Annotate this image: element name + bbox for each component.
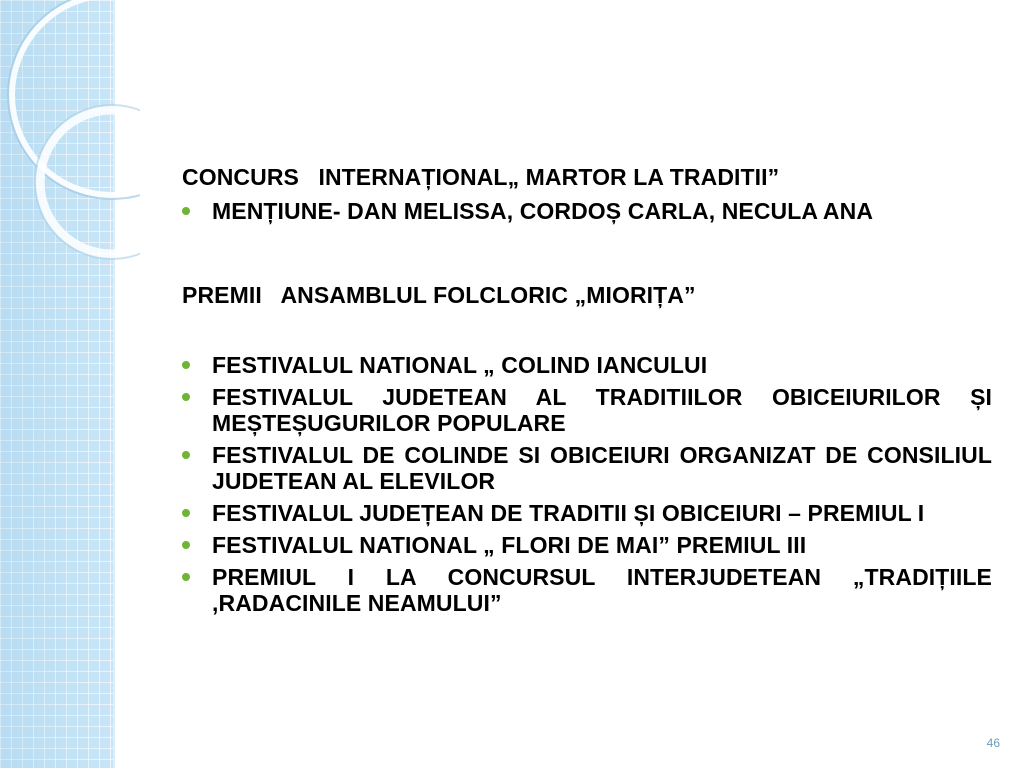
slide-content	[182, 160, 992, 622]
section2-list	[182, 352, 992, 616]
spacer	[182, 230, 992, 282]
deco-circle-large-shadow	[8, 0, 140, 199]
list-item-text: PREMIUL I LA CONCURSUL INTERJUDETEAN „TRADIȚIILE ,RADACINILE NEAMULUI”	[212, 564, 992, 616]
list-item-text: FESTIVALUL NATIONAL „ FLORI DE MAI” PREMIUL III	[212, 532, 807, 558]
list-item	[182, 442, 992, 494]
list-item-text: FESTIVALUL DE COLINDE SI OBICEIURI ORGANIZAT DE CONSILIUL JUDETEAN AL ELEVILOR	[212, 442, 992, 494]
bullet-dot-icon	[182, 207, 190, 215]
bullet-dot-icon	[182, 509, 190, 517]
section1-list	[182, 198, 992, 224]
list-item	[182, 500, 992, 526]
bullet-dot-icon	[182, 573, 190, 581]
list-item	[182, 352, 992, 378]
decorative-circles	[0, 0, 140, 260]
list-item-text: FESTIVALUL JUDETEAN AL TRADITIILOR OBICEIURILOR ȘI MEȘTEȘUGURILOR POPULARE	[212, 384, 992, 436]
bullet-dot-icon	[182, 393, 190, 401]
list-item	[182, 198, 992, 224]
page-number: 46	[986, 736, 1000, 750]
section-heading-premii: PREMII ANSAMBLUL FOLCLORIC „MIORIȚA”	[182, 282, 696, 308]
deco-circle-small-shadow	[35, 105, 140, 259]
bullet-dot-icon	[182, 361, 190, 369]
list-item-text: MENȚIUNE- DAN MELISSA, CORDOȘ CARLA, NECULA ANA	[212, 198, 874, 224]
list-item-text: FESTIVALUL NATIONAL „ COLIND IANCULUI	[212, 352, 708, 378]
list-item	[182, 384, 992, 436]
list-item	[182, 532, 992, 558]
list-item	[182, 564, 992, 616]
list-item-text: FESTIVALUL JUDEȚEAN DE TRADITII ȘI OBICEIURI – PREMIUL I	[212, 500, 925, 526]
section-heading-concurs: CONCURS INTERNAȚIONAL„ MARTOR LA TRADITII”	[182, 164, 780, 190]
bullet-dot-icon	[182, 451, 190, 459]
spacer	[182, 308, 992, 352]
bullet-dot-icon	[182, 541, 190, 549]
